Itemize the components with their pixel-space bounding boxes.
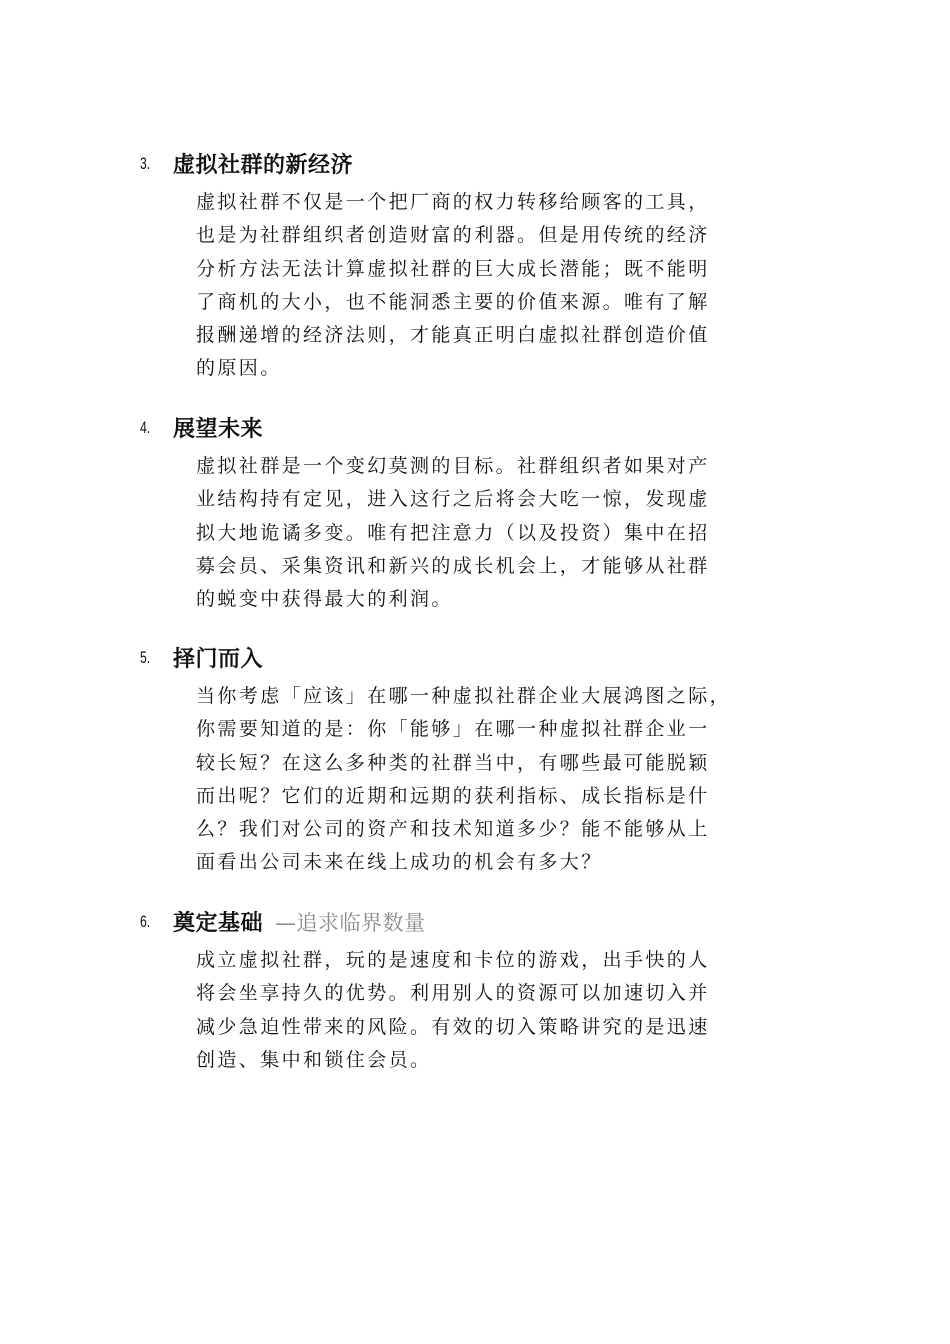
- paragraph-line: 将会坐享持久的优势。利用别人的资源可以加速切入并: [196, 982, 710, 1005]
- paragraph-line: 而出呢？它们的近期和远期的获利指标、成长指标是什: [196, 784, 710, 807]
- section-subtitle: —追求临界数量: [275, 911, 426, 935]
- section-number: 6.: [140, 912, 151, 931]
- section-heading: [0, 642, 950, 676]
- paragraph-line: 么？我们对公司的资产和技术知道多少？能不能够从上: [196, 818, 710, 841]
- paragraph-line: 分析方法无法计算虚拟社群的巨大成长潜能；既不能明: [196, 257, 710, 280]
- section-paragraph: [196, 680, 766, 880]
- section-heading: [0, 906, 950, 940]
- section-paragraph: [196, 450, 766, 616]
- section-number: 3.: [140, 154, 151, 173]
- paragraph-line: 减少急迫性带来的风险。有效的切入策略讲究的是迅速: [196, 1015, 710, 1038]
- paragraph-line: 的蜕变中获得最大的利润。: [196, 588, 453, 611]
- paragraph-line: 虚拟社群不仅是一个把厂商的权力转移给顾客的工具，: [196, 191, 710, 213]
- paragraph-line: 募会员、采集资讯和新兴的成长机会上，才能够从社群: [196, 554, 710, 577]
- section-title: 展望未来: [173, 417, 264, 442]
- section-title: 虚拟社群的新经济: [173, 153, 354, 178]
- section-paragraph: [196, 186, 766, 386]
- section-title: 择门而入: [173, 647, 264, 672]
- section-number: 4.: [140, 418, 151, 437]
- section-title-text: 奠定基础: [173, 911, 264, 936]
- section-paragraph: [196, 944, 766, 1077]
- paragraph-line: 你需要知道的是：你「能够」在哪一种虚拟社群企业一: [196, 718, 710, 741]
- paragraph-line: 创造、集中和锁住会员。: [196, 1048, 432, 1071]
- paragraph-line: 面看出公司未来在线上成功的机会有多大？: [196, 851, 603, 874]
- section-heading: [0, 412, 950, 446]
- paragraph-line: 拟大地诡谲多变。唯有把注意力（以及投资）集中在招: [196, 521, 710, 544]
- paragraph-line: 报酬递增的经济法则，才能真正明白虚拟社群创造价值: [196, 324, 710, 347]
- paragraph-line: 较长短？在这么多种类的社群当中，有哪些最可能脱颖: [196, 751, 710, 774]
- section-heading: [0, 148, 950, 182]
- paragraph-line: 当你考虑「应该」在哪一种虚拟社群企业大展鸿图之际，: [196, 685, 732, 707]
- paragraph-line: 成立虚拟社群，玩的是速度和卡位的游戏，出手快的人: [196, 949, 710, 971]
- paragraph-line: 业结构持有定见，进入这行之后将会大吃一惊，发现虚: [196, 488, 710, 511]
- paragraph-line: 了商机的大小，也不能洞悉主要的价值来源。唯有了解: [196, 290, 710, 313]
- section-number: 5.: [140, 648, 151, 667]
- paragraph-line: 也是为社群组织者创造财富的利器。但是用传统的经济: [196, 224, 710, 247]
- paragraph-line: 的原因。: [196, 357, 282, 380]
- paragraph-line: 虚拟社群是一个变幻莫测的目标。社群组织者如果对产: [196, 455, 710, 477]
- section-title: [173, 906, 426, 937]
